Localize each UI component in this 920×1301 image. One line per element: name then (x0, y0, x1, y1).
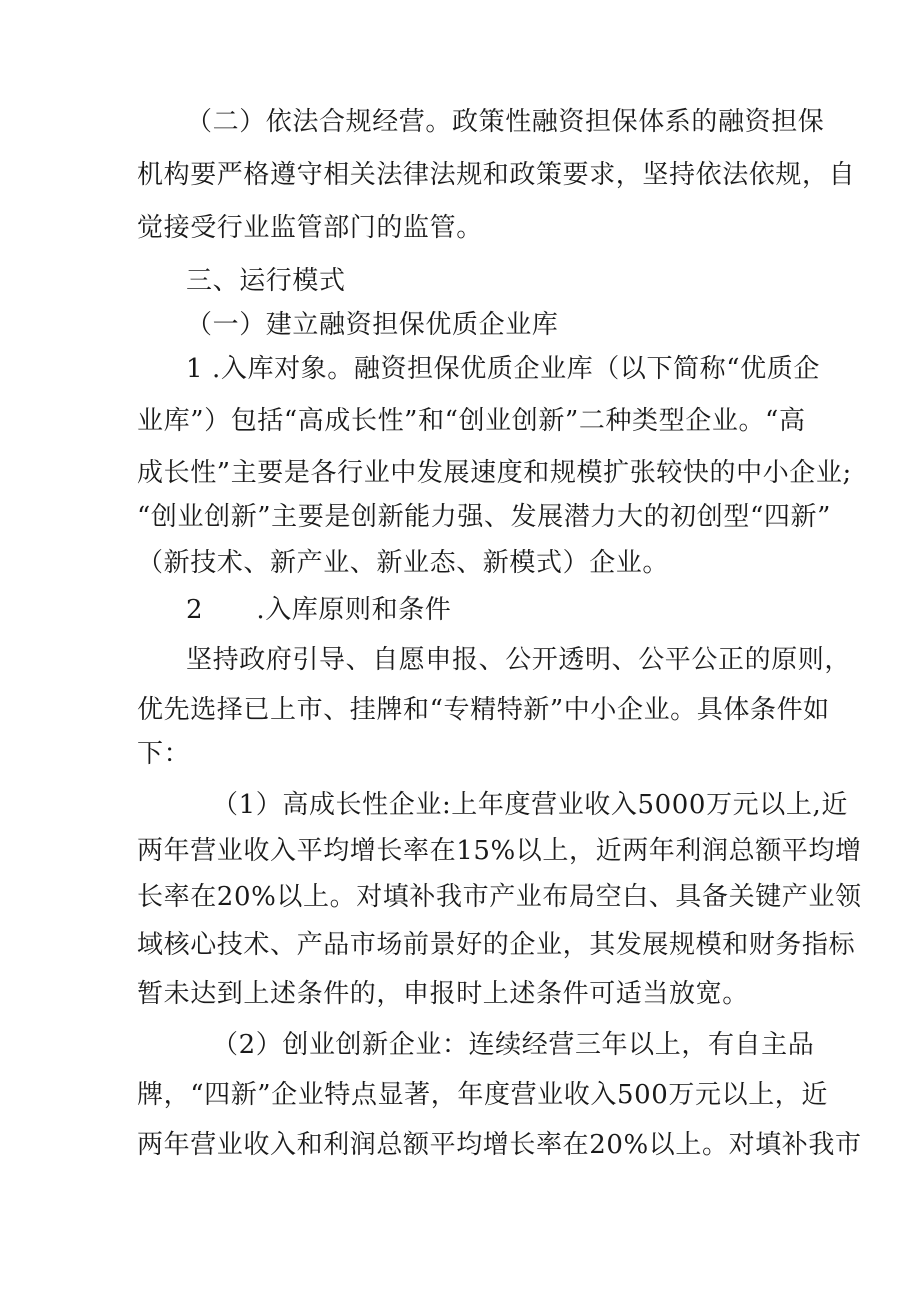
item-1-line-2: 业库”）包括“高成长性”和“创业创新”二种类型企业。“高 (137, 406, 806, 436)
condition-1-line-4: 域核心技术、产品市场前景好的企业，其发展规模和财务指标 (137, 930, 856, 960)
item-1-line-5: （新技术、新产业、新业态、新模式）企业。 (137, 548, 670, 578)
item-1-line-1: 1 .入库对象。融资担保优质企业库（以下简称“优质企 (186, 354, 820, 384)
condition-1-line-1: （1）高成长性企业:上年度营业收入5000万元以上,近 (212, 790, 848, 820)
paragraph-2-line-3: 觉接受行业监管部门的监管。 (137, 213, 483, 243)
condition-1-line-2: 两年营业收入平均增长率在15%以上，近两年利润总额平均增 (137, 836, 862, 866)
condition-2-line-1: （2）创业创新企业：连续经营三年以上，有自主品 (212, 1030, 815, 1060)
section-heading-3: 三、运行模式 (186, 266, 346, 296)
principles-line-1: 坚持政府引导、自愿申报、公开透明、公平公正的原则， (186, 645, 852, 675)
item-1-line-4: “创业创新”主要是创新能力强、发展潜力大的初创型“四新” (137, 502, 831, 532)
principles-line-2: 优先选择已上市、挂牌和“专精特新”中小企业。具体条件如 (137, 695, 830, 725)
item-1-line-3: 成长性”主要是各行业中发展速度和规模扩张较快的中小企业; (137, 458, 852, 488)
condition-1-line-3: 长率在20%以上。对填补我市产业布局空白、具备关键产业领 (137, 882, 862, 912)
principles-line-3: 下： (137, 739, 191, 769)
subsection-heading-1: （一）建立融资担保优质企业库 (186, 310, 559, 340)
condition-1-line-5: 暂未达到上述条件的，申报时上述条件可适当放宽。 (137, 979, 749, 1009)
paragraph-2-line-2: 机构要严格遵守相关法律法规和政策要求，坚持依法依规，自 (137, 160, 856, 190)
item-2-heading: 2 .入库原则和条件 (186, 595, 452, 625)
paragraph-2-line-1: （二）依法合规经营。政策性融资担保体系的融资担保 (186, 107, 825, 137)
condition-2-line-3: 两年营业收入和利润总额平均增长率在20%以上。对填补我市 (137, 1130, 862, 1160)
condition-2-line-2: 牌，“四新”企业特点显著，年度营业收入500万元以上，近 (137, 1080, 829, 1110)
